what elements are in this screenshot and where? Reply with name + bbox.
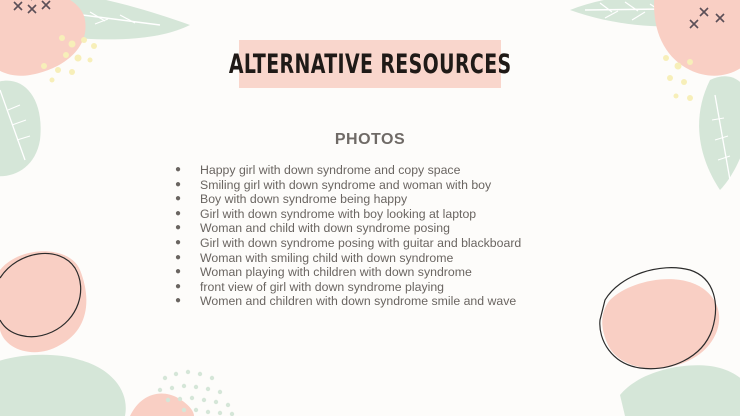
bullet-icon: ● (175, 236, 182, 248)
photo-resource-list (175, 163, 521, 309)
list-item-text: Happy girl with down syndrome and copy space (200, 163, 461, 177)
title-highlight (228, 40, 512, 88)
bullet-icon: ● (175, 164, 182, 175)
bullet-icon: ● (175, 295, 182, 307)
list-item (175, 294, 521, 309)
list-item (175, 192, 521, 207)
list-item-text: Girl with down syndrome with boy looking at laptop (200, 206, 477, 221)
list-item (175, 251, 521, 266)
top-left-leaf-small (0, 81, 41, 177)
list-item-text: Boy with down syndrome being happy (200, 192, 408, 207)
list-item-text: Woman and child with down syndrome posing (200, 221, 450, 236)
bottom-left-leaf (0, 355, 126, 416)
list-item (175, 178, 521, 193)
list-item-text: Woman playing with children with down syndrome (200, 265, 472, 280)
list-item (175, 207, 521, 222)
list-item-text: Smiling girl with down syndrome and woman with boy (200, 177, 492, 192)
bullet-icon: ● (175, 266, 182, 278)
list-item (175, 280, 521, 295)
list-item (175, 236, 521, 251)
list-item-text: Woman with smiling child with down syndrome (200, 250, 454, 265)
list-item-text: Girl with down syndrome posing with guitar and blackboard (200, 235, 522, 250)
list-item-text: front view of girl with down syndrome playing (200, 279, 444, 294)
slide-title: ALTERNATIVE RESOURCES (228, 48, 512, 80)
bullet-icon: ● (175, 178, 182, 190)
bullet-icon: ● (175, 280, 182, 292)
bullet-icon: ● (175, 207, 182, 219)
bullet-icon: ● (175, 193, 182, 205)
list-item-text: Women and children with down syndrome smile and wave (200, 294, 517, 309)
bottom-pink-semicircle (130, 394, 194, 416)
bullet-icon: ● (175, 222, 182, 234)
section-heading: PHOTOS (334, 131, 406, 148)
bullet-icon: ● (175, 251, 182, 263)
bottom-right-leaf (620, 365, 740, 416)
list-item (175, 163, 521, 178)
list-item (175, 265, 521, 280)
bottom-right-pink-blob (602, 279, 719, 368)
top-right-pink-blob (654, 0, 740, 76)
list-item (175, 221, 521, 236)
